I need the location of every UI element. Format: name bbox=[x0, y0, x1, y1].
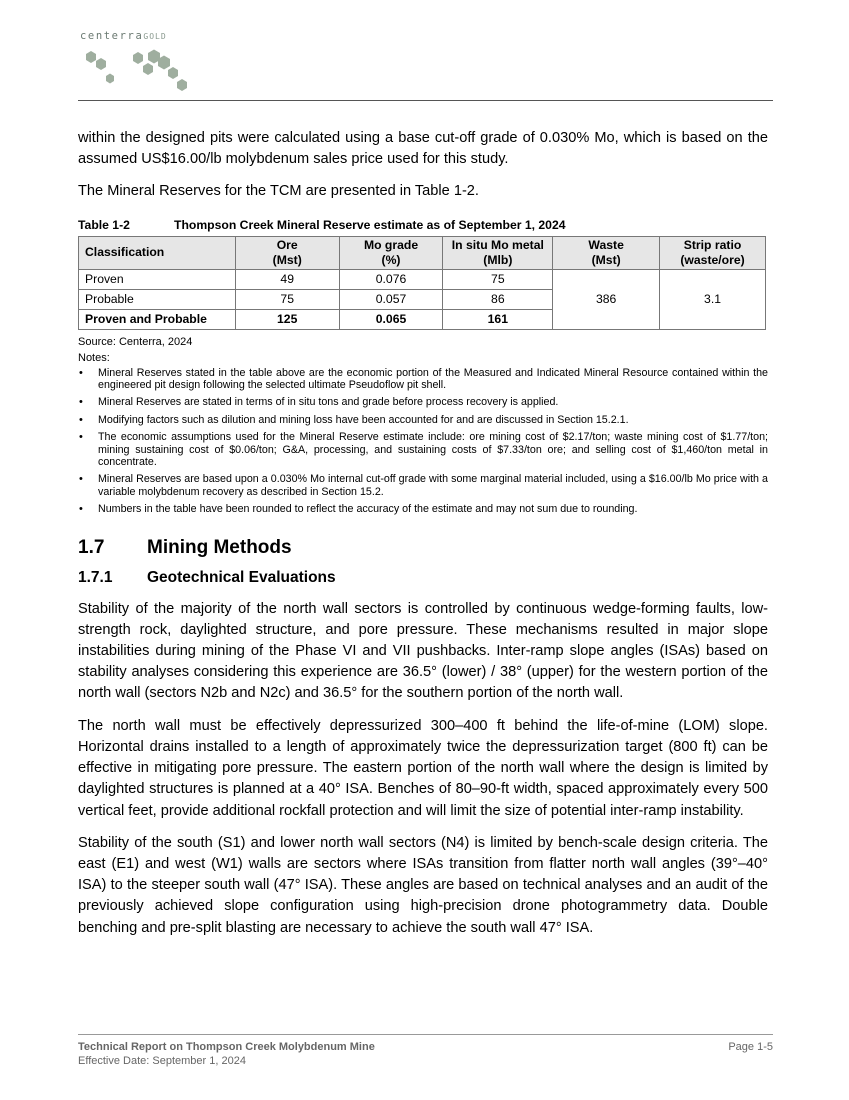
logo-wordmark-suffix: GOLD bbox=[143, 32, 167, 41]
footer-report-title: Technical Report on Thompson Creek Molybdenum Mine bbox=[78, 1041, 375, 1053]
subsection-title: Geotechnical Evaluations bbox=[147, 568, 336, 586]
cell-ore: 75 bbox=[235, 289, 339, 309]
note-item: • The economic assumptions used for the Mineral Reserve estimate include: ore mining cost of $2.17/ton; waste mining cost of $1.77/ton; mining sustaining cost of $0.06/ton; G&A, processing, and sustaining costs of $7.33/ton ore; and selling cost of $1,460/ton metal in concentrate. bbox=[78, 431, 768, 468]
col-header-ore: Ore (Mst) bbox=[235, 236, 339, 269]
cell-waste: 386 bbox=[553, 269, 660, 329]
mineral-reserve-table bbox=[78, 236, 766, 330]
cell-mo-metal: 75 bbox=[443, 269, 553, 289]
cell-mo-metal: 161 bbox=[443, 309, 553, 329]
paragraph-reserves-intro: The Mineral Reserves for the TCM are presented in Table 1-2. bbox=[78, 183, 479, 200]
section-number: 1.7 bbox=[78, 536, 105, 558]
col-header-strip-ratio: Strip ratio (waste/ore) bbox=[660, 236, 766, 269]
cell-classification: Proven and Probable bbox=[79, 309, 236, 329]
subsection-number: 1.7.1 bbox=[78, 568, 113, 586]
notes-label: Notes: bbox=[78, 351, 110, 364]
paragraph-north-wall-stability: Stability of the majority of the north wall sectors is controlled by continuous wedge-forming faults, low-strength rock, daylighted structure, and pore pressure. These mechanisms resulted in major slope instabilities during mining of the Phase VI and VII pushbacks. Inter-ramp slope angles (ISAs) based on stability analyses considering this experience are 36.5° (lower) / 38° (upper) for the western portion of the north wall (sectors N2b and N2c) and 36.5° for the southern portion of the north wall. bbox=[78, 600, 768, 702]
note-item: • Mineral Reserves stated in the table above are the economic portion of the Measured and Indicated Mineral Resource contained within the engineered pit design following the selected ultimate Pseudoflow pit shell. bbox=[78, 367, 768, 392]
cell-classification: Probable bbox=[79, 289, 236, 309]
page-header bbox=[78, 28, 773, 101]
note-item: • Modifying factors such as dilution and mining loss have been accounted for and are discussed in Section 15.2.1. bbox=[78, 414, 768, 426]
col-header-classification: Classification bbox=[79, 236, 236, 269]
paragraph-south-wall: Stability of the south (S1) and lower north wall sectors (N4) is limited by bench-scale design criteria. The east (E1) and west (W1) walls are sectors where ISAs transition from flatter north wall angles (39°–40° ISA) to the steeper south wall (47° ISA). These angles are based on technical analyses and an audit of the previously achieved slope configuration using high-precision drone photogrammetry data. Double benching and pre-split blasting are necessary to achieve the south wall 47° ISA. bbox=[78, 834, 768, 936]
footer-effective-date: Effective Date: September 1, 2024 bbox=[78, 1055, 246, 1067]
col-header-mo-grade: Mo grade (%) bbox=[339, 236, 443, 269]
cell-ore: 49 bbox=[235, 269, 339, 289]
section-heading bbox=[78, 537, 768, 559]
paragraph-cutoff-grade: within the designed pits were calculated using a base cut-off grade of 0.030% Mo, which is based on the assumed US$16.00/lb molybdenum sales price used for this study. bbox=[78, 130, 768, 168]
cell-mo-metal: 86 bbox=[443, 289, 553, 309]
page-number: Page 1-5 bbox=[728, 1041, 773, 1053]
logo-wordmark: centerra bbox=[80, 30, 144, 42]
cell-classification: Proven bbox=[79, 269, 236, 289]
page-content bbox=[78, 128, 768, 950]
table-title: Thompson Creek Mineral Reserve estimate as of September 1, 2024 bbox=[174, 217, 566, 232]
col-header-waste: Waste (Mst) bbox=[553, 236, 660, 269]
col-header-mo-metal: In situ Mo metal (Mlb) bbox=[443, 236, 553, 269]
paragraph-depressurization: The north wall must be effectively depressurized 300–400 ft behind the life-of-mine (LOM) slope. Horizontal drains installed to a length of approximately twice the depressurization target (800 ft) can be effective in mitigating pore pressure. The eastern portion of the north wall where the design is limited by daylighted structures is planned at a 40° ISA. Benches of 80–90-ft width, spaced approximately every 500 vertical feet, provide additional rockfall protection and will limit the size of potential inter-ramp instability. bbox=[78, 717, 768, 819]
table-notes bbox=[78, 367, 768, 516]
section-title: Mining Methods bbox=[147, 536, 292, 558]
page-footer bbox=[78, 1034, 773, 1067]
hexagon-logo-icon bbox=[78, 46, 208, 98]
company-logo bbox=[80, 30, 167, 42]
table-header-row bbox=[79, 236, 766, 269]
table-row bbox=[79, 269, 766, 289]
subsection-heading bbox=[78, 569, 768, 587]
note-item: • Numbers in the table have been rounded to reflect the accuracy of the estimate and may not sum due to rounding. bbox=[78, 503, 768, 515]
cell-mo-grade: 0.057 bbox=[339, 289, 443, 309]
table-number: Table 1-2 bbox=[78, 217, 130, 232]
cell-mo-grade: 0.065 bbox=[339, 309, 443, 329]
note-item: • Mineral Reserves are based upon a 0.030% Mo internal cut-off grade with some marginal material included, using a $16.00/lb Mo price with a variable molybdenum recovery as described in Section 15.2. bbox=[78, 473, 768, 498]
table-source: Source: Centerra, 2024 bbox=[78, 335, 193, 348]
cell-strip-ratio: 3.1 bbox=[660, 269, 766, 329]
cell-ore: 125 bbox=[235, 309, 339, 329]
table-caption bbox=[78, 218, 768, 232]
note-item: • Mineral Reserves are stated in terms of in situ tons and grade before process recovery is applied. bbox=[78, 396, 768, 408]
cell-mo-grade: 0.076 bbox=[339, 269, 443, 289]
